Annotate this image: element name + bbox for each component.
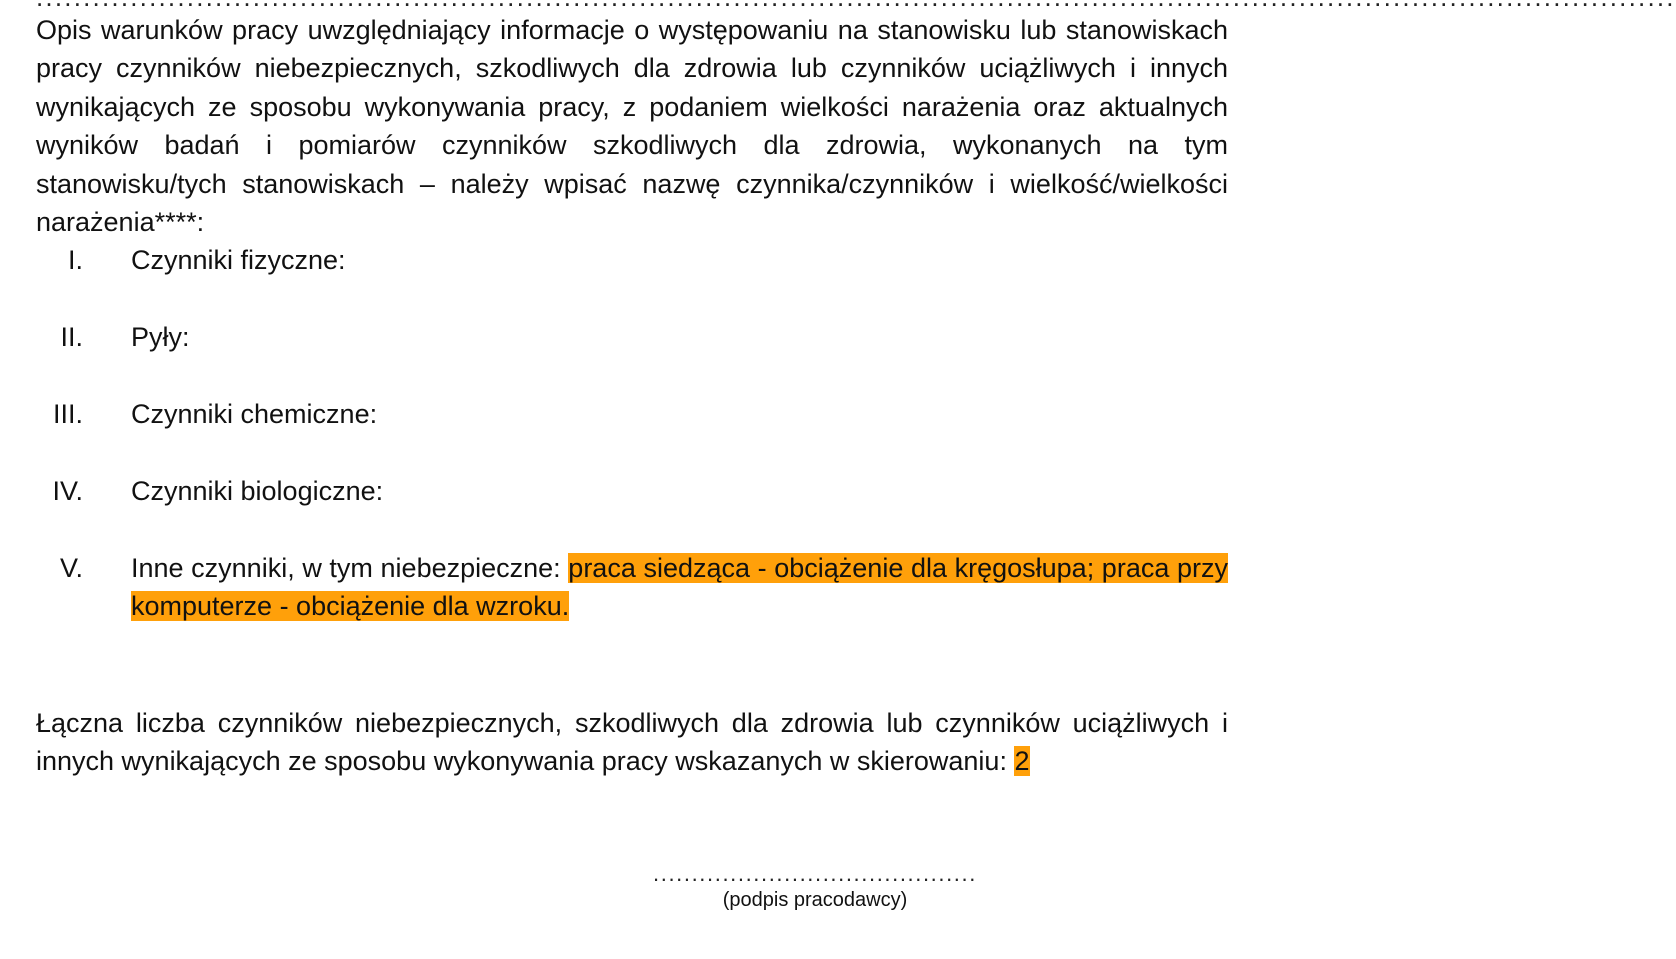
factor-value-highlighted[interactable]: praca siedząca - obciążenie dla kręgosłupa; praca przy komputerze - obciążenie dla wzroku. (131, 553, 1228, 622)
factor-label: Inne czynniki, w tym niebezpieczne: (131, 553, 561, 583)
factor-label: Czynniki chemiczne: (131, 399, 378, 429)
summary-paragraph (36, 704, 1228, 781)
factor-label: Czynniki fizyczne: (131, 245, 346, 275)
factor-numeral: II. (60, 322, 83, 352)
factor-numeral: V. (59, 553, 83, 583)
factor-label: Pyły: (131, 322, 190, 352)
factor-count-highlighted[interactable]: 2 (1014, 746, 1030, 777)
factor-text (131, 549, 1228, 626)
factor-numeral: I. (67, 245, 83, 275)
factor-label: Czynniki biologiczne: (131, 476, 384, 506)
factor-numeral: III. (52, 399, 83, 429)
factor-numeral: IV. (52, 476, 83, 506)
signature-block (607, 863, 1023, 913)
intro-paragraph: Opis warunków pracy uwzględniający informacje o występowaniu na stanowisku lub stanowiskach pracy czynników niebezpiecznych, szkodliwych dla zdrowia lub czynników uciążliwych i innych wynikających ze sposobu wykonywania pracy, z podaniem wielkości narażenia oraz aktualnych wyników badań i pomiarów czynników szkodliwych dla zdrowia, wykonanych na tym stanowisku/tych stanowiskach – należy wpisać nazwę czynnika/czynników i wielkość/wielkości narażenia****: (36, 15, 1228, 238)
top-dotted-rule (36, 0, 1228, 7)
signature-line: .......................................... (653, 861, 977, 886)
signature-label: (podpis pracodawcy) (722, 889, 908, 911)
summary-text: Łączna liczba czynników niebezpiecznych, szkodliwych dla zdrowia lub czynników uciążliwych i innych wynikających ze sposobu wykonywania pracy wskazanych w skierowaniu: (36, 708, 1228, 777)
